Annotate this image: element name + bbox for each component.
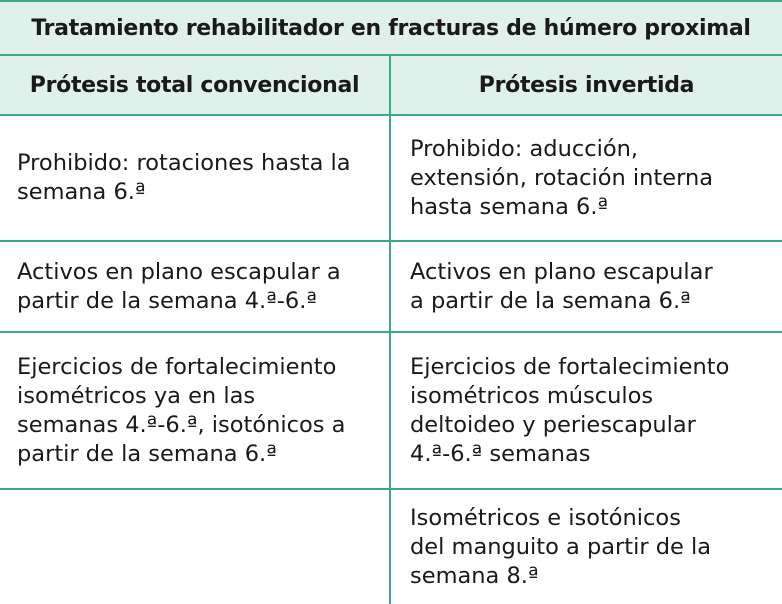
- table-row: [0, 333, 782, 490]
- table-cell: Isométricos e isotónicos del manguito a partir de la semana 8.ª: [410, 504, 712, 589]
- column-header-conventional: Prótesis total convencional: [0, 56, 391, 114]
- table-cell-empty: [0, 490, 391, 604]
- column-header-reverse: Prótesis invertida: [478, 72, 695, 98]
- table-row: [0, 242, 782, 333]
- table-cell: Prohibido: rotaciones hasta la semana 6.ª: [0, 116, 391, 240]
- table-cell: Activos en plano escapular a partir de la semana 4.ª-6.ª: [0, 242, 391, 331]
- table-row: [0, 116, 782, 242]
- table-title: Tratamiento rehabilitador en fracturas de húmero proximal: [0, 2, 782, 56]
- table-cell: Prohibido: aducción, extensión, rotación interna hasta semana 6.ª: [410, 135, 714, 220]
- table-header-row: [0, 56, 782, 116]
- table-cell: Ejercicios de fortalecimiento isométricos músculos deltoideo y periescapular 4.ª-6.ª semanas: [410, 353, 730, 467]
- table-cell: Activos en plano escapular a partir de la semana 6.ª: [410, 258, 713, 314]
- table-cell: Ejercicios de fortalecimiento isométricos ya en las semanas 4.ª-6.ª, isotónicos a partir de la semana 6.ª: [0, 333, 391, 488]
- table-row: [0, 490, 782, 604]
